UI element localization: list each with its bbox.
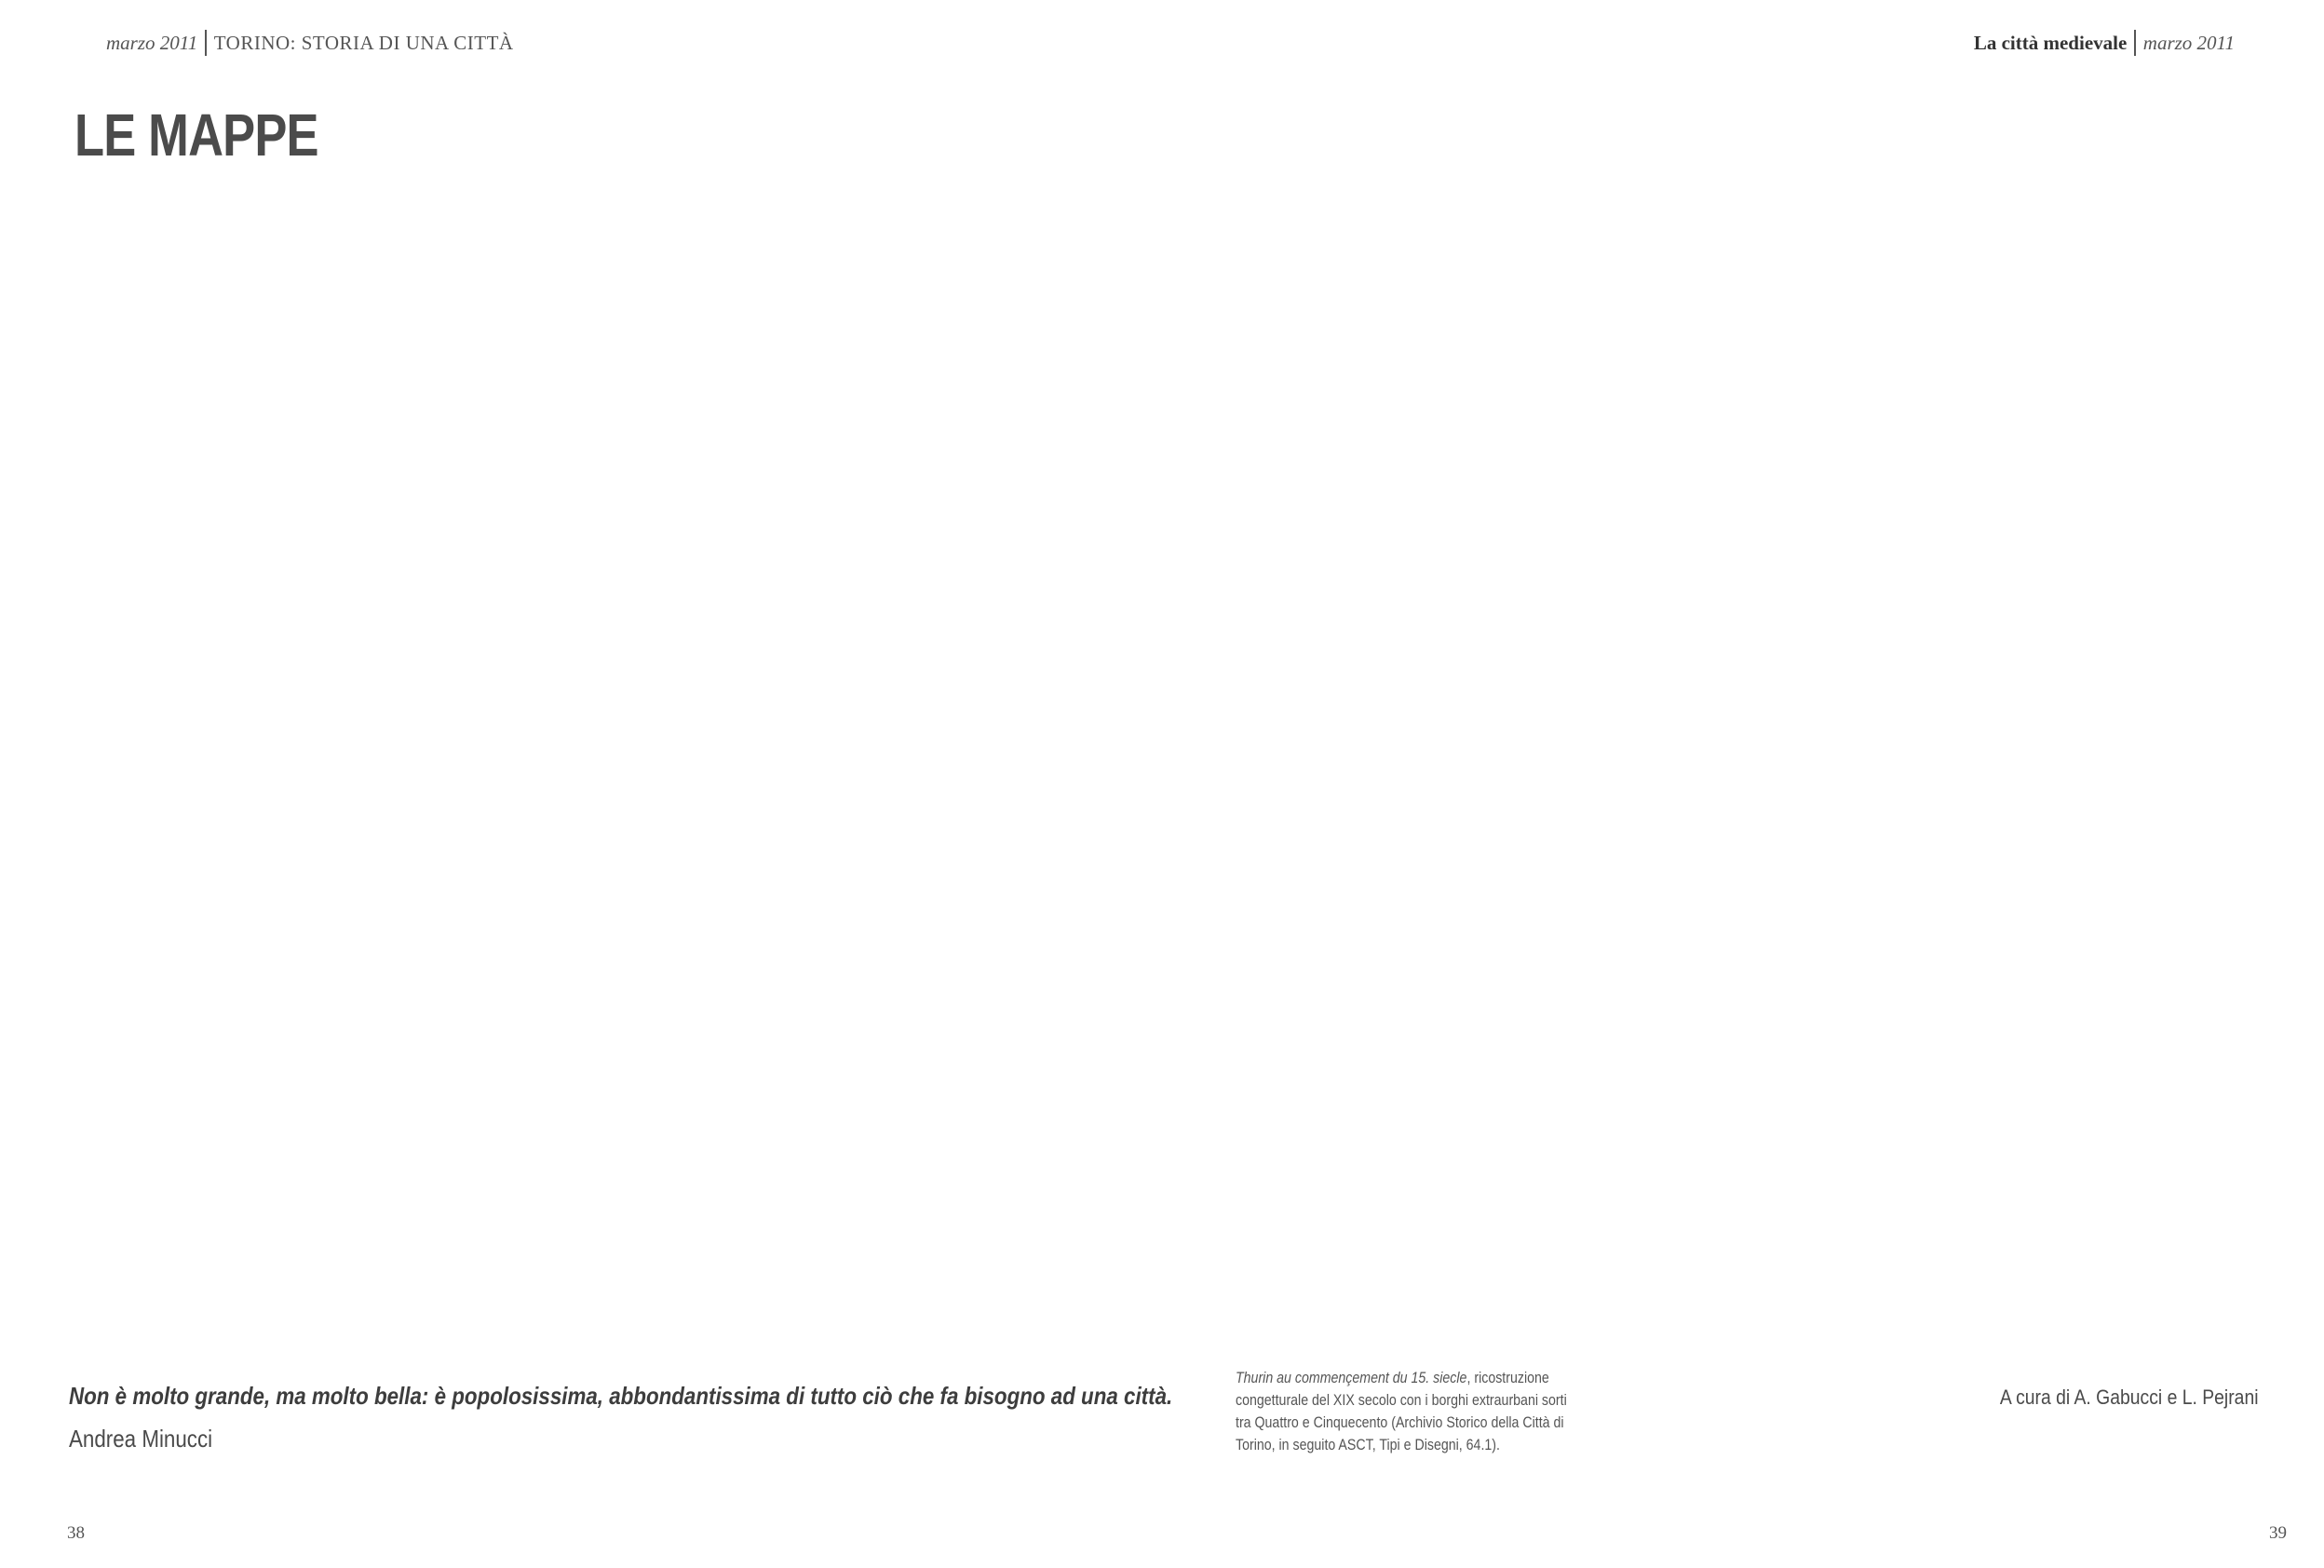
header-right-date: marzo 2011 — [2142, 31, 2235, 54]
page-number-left: 38 — [67, 1523, 85, 1543]
map-caption-text: , ricostruzione congetturale del XIX secolo con i borghi extraurbani sorti tra Quattro e Cinquecento (Archivio Storico della Città di Torino, in seguito ASCT, Tipi e Disegni, 64.1). — [1236, 1370, 1567, 1453]
quote-author: Andrea Minucci — [69, 1425, 213, 1453]
header-left-date: marzo 2011 — [106, 31, 198, 54]
running-header-left — [106, 30, 514, 56]
header-right-divider — [2134, 30, 2136, 56]
running-header-right — [1974, 30, 2235, 56]
page-number-right: 39 — [2269, 1523, 2287, 1543]
map-caption-title: Thurin au commençement du 15. siecle — [1236, 1370, 1467, 1386]
map-caption — [1236, 1367, 1572, 1456]
header-left-divider — [205, 30, 207, 56]
header-left-publication: TORINO: STORIA DI UNA CITTÀ — [213, 31, 514, 54]
curator-credit: A cura di A. Gabucci e L. Pejrani — [2000, 1386, 2259, 1409]
quote-text: Non è molto grande, ma molto bella: è popolosissima, abbondantissima di tutto ciò che fa bisogno ad una città. — [69, 1382, 1173, 1410]
header-right-section: La città medievale — [1973, 31, 2128, 54]
page-title: LE MAPPE — [74, 101, 318, 169]
